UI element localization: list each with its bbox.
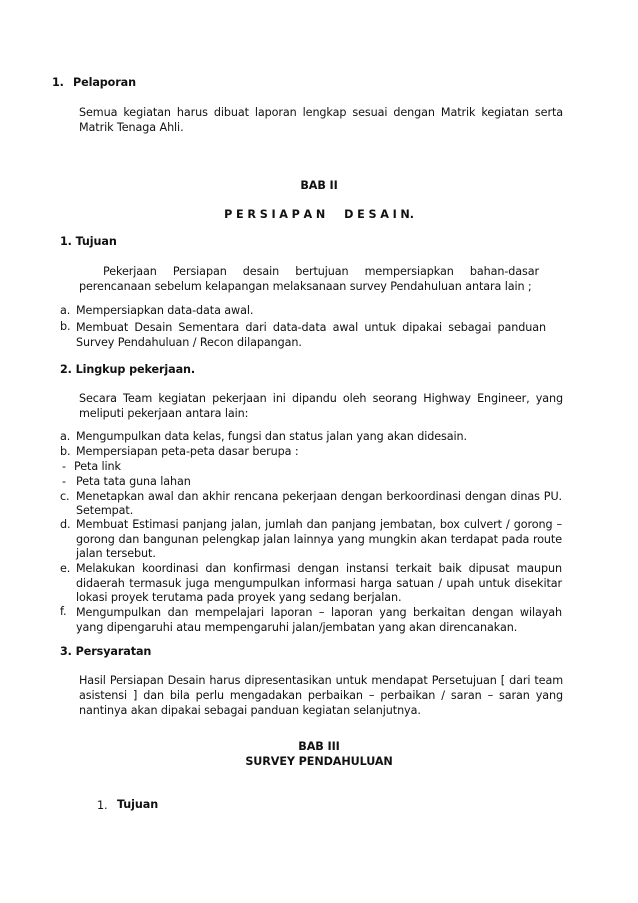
list-item: Mempersiapan peta-peta dasar berupa : [76, 445, 299, 458]
lingkup-title: 2. Lingkup pekerjaan. [60, 363, 196, 376]
list-item: Mengumpulkan dan mempelajari laporan – laporan yang berkaitan dengan wilayah yang dipengaruhi atau mempengaruhi jalan/jembatan yang akan direncanakan. [76, 606, 562, 634]
list-marker: c. [60, 490, 70, 503]
pelaporan-paragraph: Semua kegiatan harus dibuat laporan lengkap sesuai dengan Matrik kegiatan serta Matrik Tenaga Ahli. [79, 106, 563, 134]
persyaratan-title: 3. Persyaratan [60, 645, 152, 658]
list-marker: e. [60, 562, 71, 575]
tujuan-title: 1. Tujuan [60, 235, 117, 248]
list-item: Peta tata guna lahan [76, 475, 191, 488]
list-item: Membuat Desain Sementara dari data-data awal untuk dipakai sebagai panduan Survey Pendahuluan / Recon dilapangan. [76, 321, 546, 349]
list-item: Peta link [74, 460, 121, 473]
list-item: Mempersiapkan data-data awal. [76, 304, 254, 317]
lingkup-paragraph: Secara Team kegiatan pekerjaan ini dipandu oleh seorang Highway Engineer, yang meliputi pekerjaan antara lain: [79, 392, 563, 420]
tujuan3-title: Tujuan [117, 798, 159, 811]
persyaratan-paragraph: Hasil Persiapan Desain harus dipresentasikan untuk mendapat Persetujuan [ dari team asistensi ] dan bila perlu mengadakan perbaikan – perbaikan / saran – saran yang nantinya akan dipakai sebagai panduan kegiatan selanjutnya. [79, 674, 563, 717]
section-title-pelaporan: Pelaporan [73, 76, 136, 89]
list-marker: a. [60, 304, 71, 317]
bab2-label: BAB II [300, 179, 338, 192]
list-item: Membuat Estimasi panjang jalan, jumlah dan panjang jembatan, box culvert / gorong – gorong dan bangunan pelengkap jalan lainnya yang mungkin akan terdapat pada route jalan tersebut. [76, 518, 562, 560]
bab3-title: SURVEY PENDAHULUAN [245, 755, 393, 768]
list-item: Mengumpulkan data kelas, fungsi dan status jalan yang akan didesain. [76, 430, 467, 443]
list-marker: f. [60, 605, 67, 618]
list-marker: b. [60, 445, 71, 458]
bab2-title: P E R S I A P A N D E S A I N. [224, 208, 414, 221]
list-marker: - [62, 475, 66, 488]
list-marker: d. [60, 518, 71, 531]
list-item: Melakukan koordinasi dan konfirmasi dengan instansi terkait baik dipusat maupun didaerah termasuk juga mengumpulkan informasi harga satuan / upah untuk disekitar lokasi proyek terutama pada proyek yang sedang berjalan. [76, 562, 562, 604]
bab3-label: BAB III [298, 740, 340, 753]
list-marker: - [62, 460, 66, 473]
section-number: 1. [97, 799, 108, 812]
list-item: Menetapkan awal dan akhir rencana pekerjaan dengan berkoordinasi dengan dinas PU. Setempat. [76, 490, 562, 517]
list-marker: b. [60, 320, 71, 333]
section-number: 1. [52, 76, 64, 89]
tujuan-paragraph: Pekerjaan Persiapan desain bertujuan mempersiapkan bahan-dasar perencanaan sebelum kelapangan melaksanaan survey Pendahuluan antara lain ; [79, 265, 539, 293]
list-marker: a. [60, 430, 71, 443]
